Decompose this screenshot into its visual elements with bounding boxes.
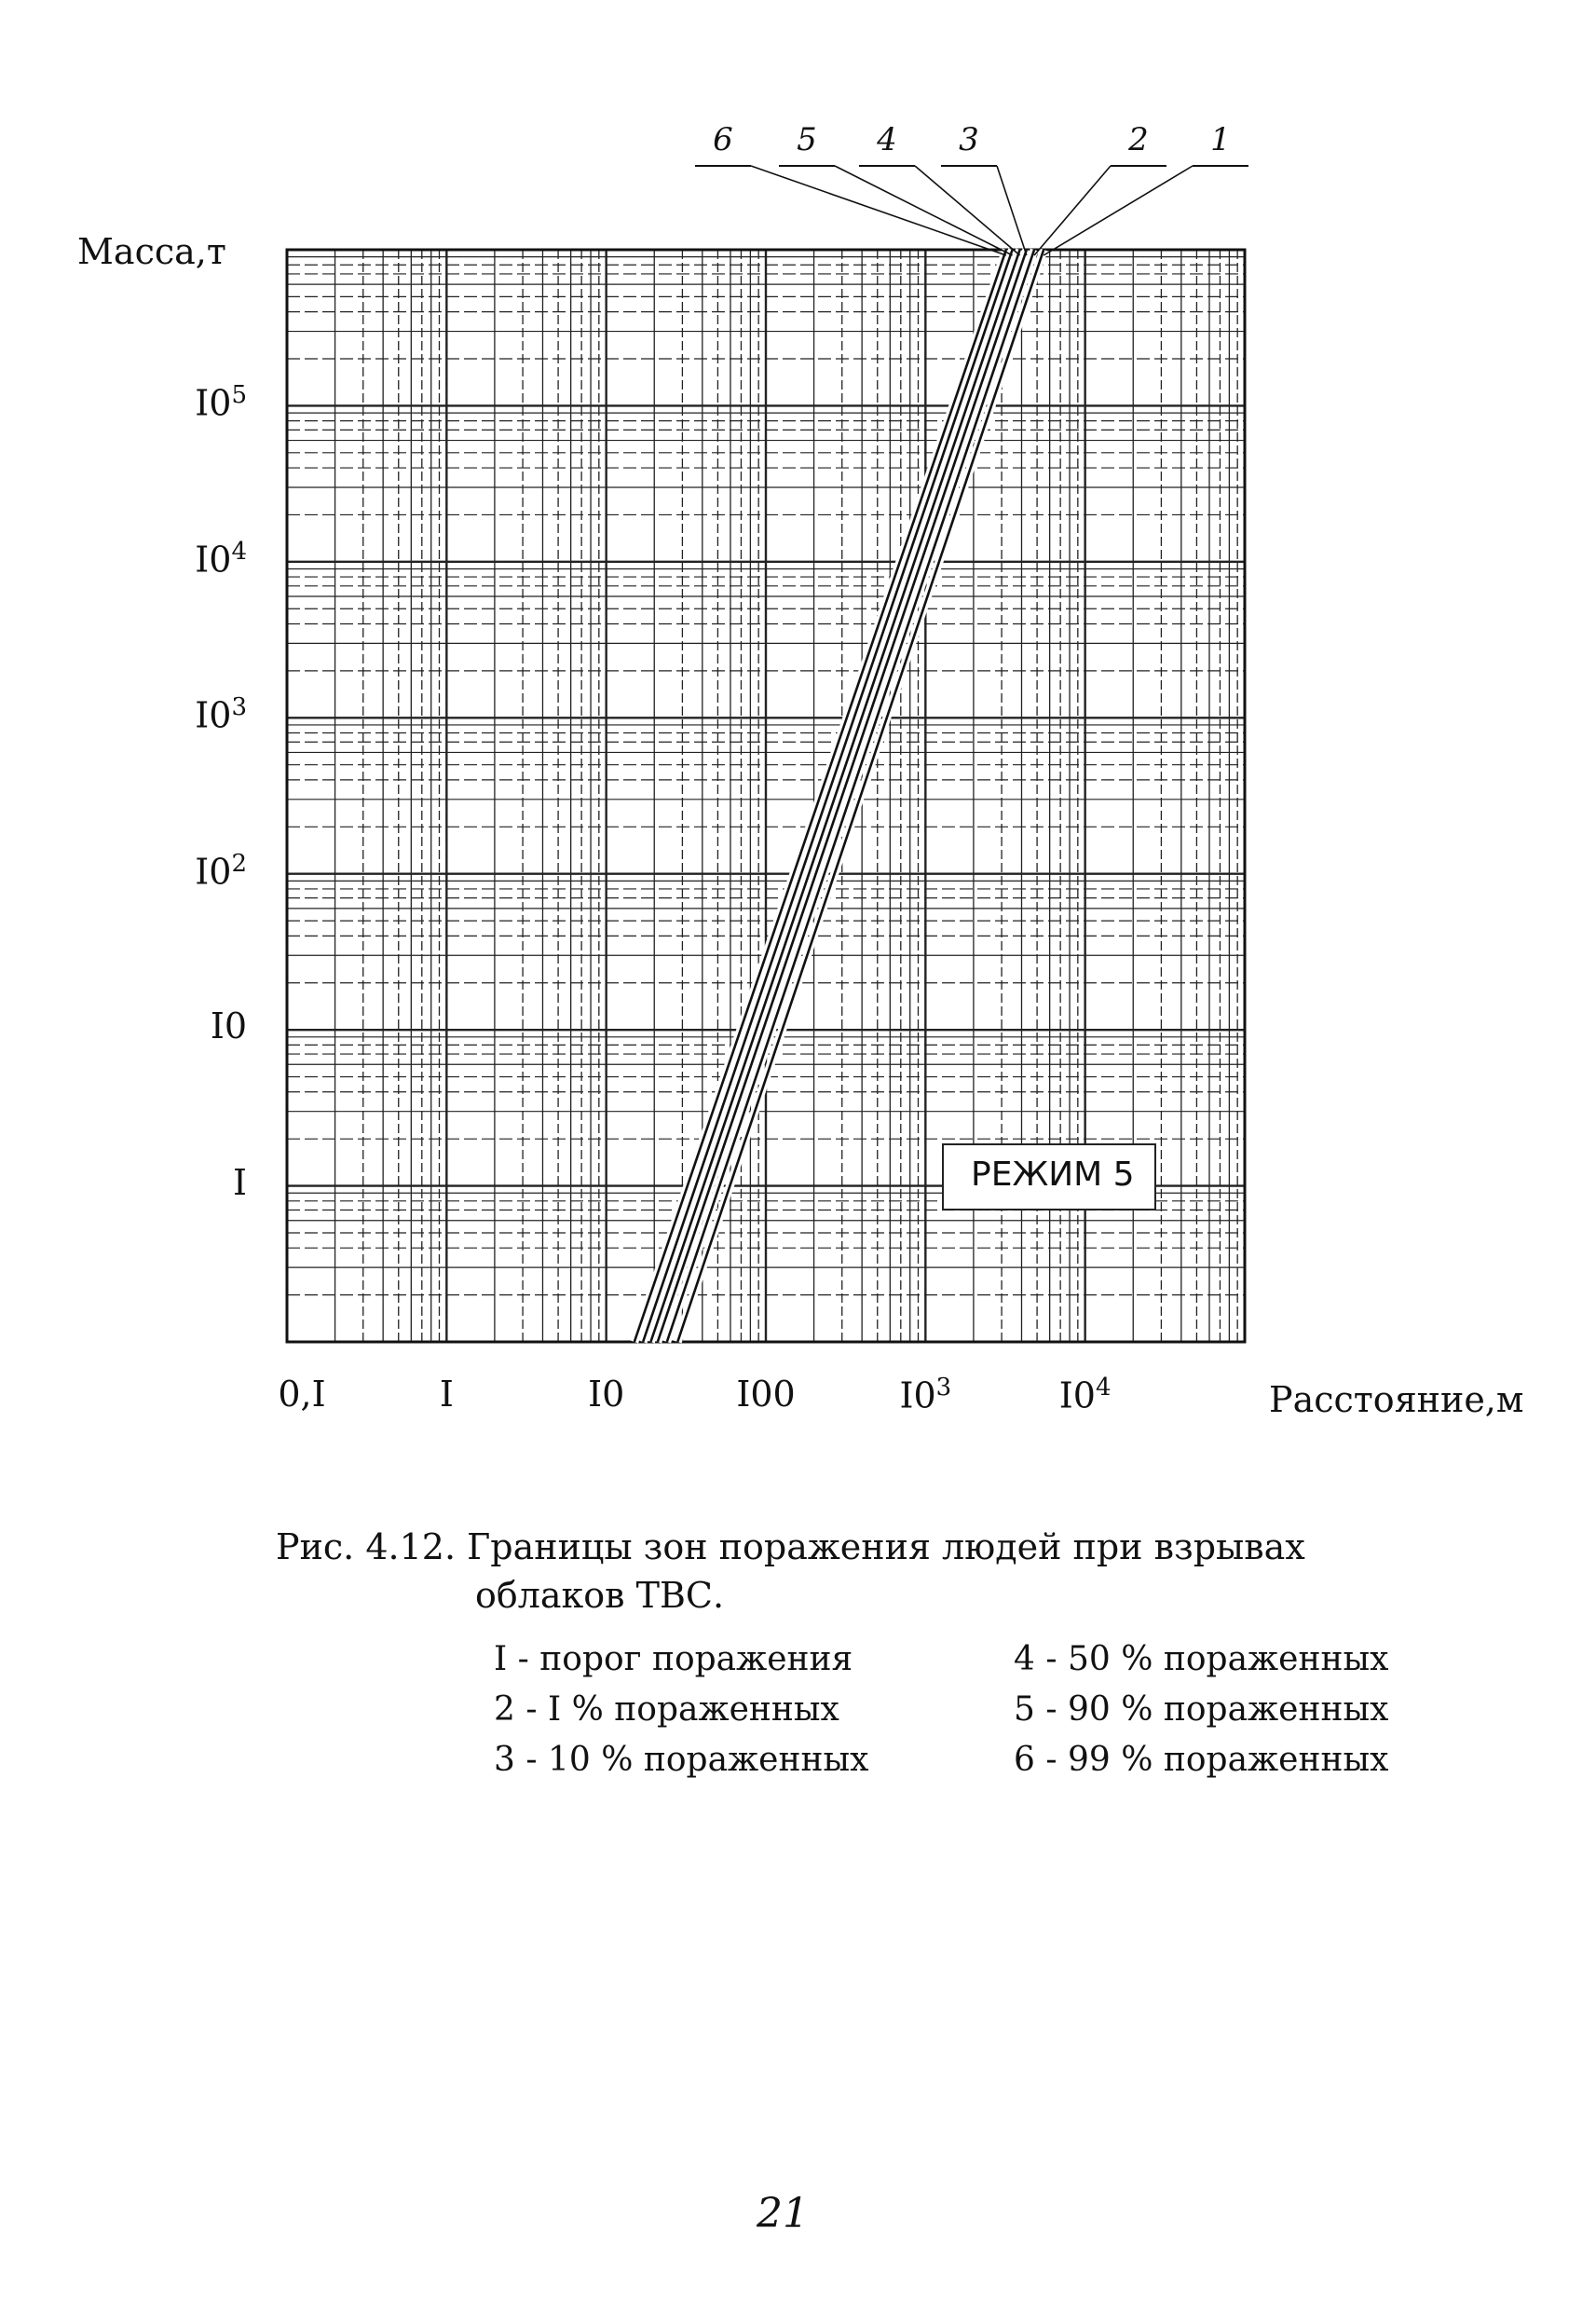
leader-line-2 [1034,166,1111,255]
curve-number-5: 5 [797,121,817,158]
curve-number-2: 2 [1128,121,1149,158]
y-tick-label: $I0^3$ [195,693,247,736]
curve-number-1: 1 [1210,121,1231,158]
figure-caption-line2: облаков ТВС. [475,1575,725,1616]
y-tick-label: $I0^4$ [195,537,247,581]
legend-item-2: 2 - I % пораженных [494,1690,839,1729]
x-tick-label: 0,I [278,1374,326,1415]
legend-item-5: 5 - 90 % пораженных [1014,1690,1389,1729]
page-number: 21 [757,2190,809,2237]
curve-number-4: 4 [877,121,897,158]
x-tick-label: $I0^4$ [1058,1374,1112,1416]
y-tick-label: I0 [210,1005,247,1047]
y-tick-label: $I0^5$ [195,381,247,425]
legend-item-4: 4 - 50 % пораженных [1014,1640,1389,1678]
curve-number-3: 3 [959,121,979,158]
x-tick-label: I0 [588,1374,625,1415]
leader-line-5 [835,166,1013,255]
x-tick-label: I00 [736,1374,796,1415]
x-axis-title: Расстояние,м [1269,1379,1524,1420]
curve-number-6: 6 [713,121,733,158]
legend-item-1: I - порог поражения [494,1640,853,1678]
legend-item-6: 6 - 99 % пораженных [1014,1741,1389,1779]
legend-item-3: 3 - 10 % пораженных [494,1741,869,1779]
y-tick-label: $I0^2$ [195,849,247,893]
y-tick-label: I [232,1161,247,1203]
leader-line-3 [997,166,1027,255]
leader-line-1 [1044,166,1193,255]
figure-caption-line1: Рис. 4.12. Границы зон поражения людей при взрывах [276,1526,1305,1567]
leader-layer [695,166,1248,255]
y-axis-title: Масса,т [77,231,226,272]
x-tick-label: I [439,1374,454,1415]
x-tick-label: $I0^3$ [899,1374,952,1416]
mode-annotation: РЕЖИМ 5 [971,1156,1135,1194]
